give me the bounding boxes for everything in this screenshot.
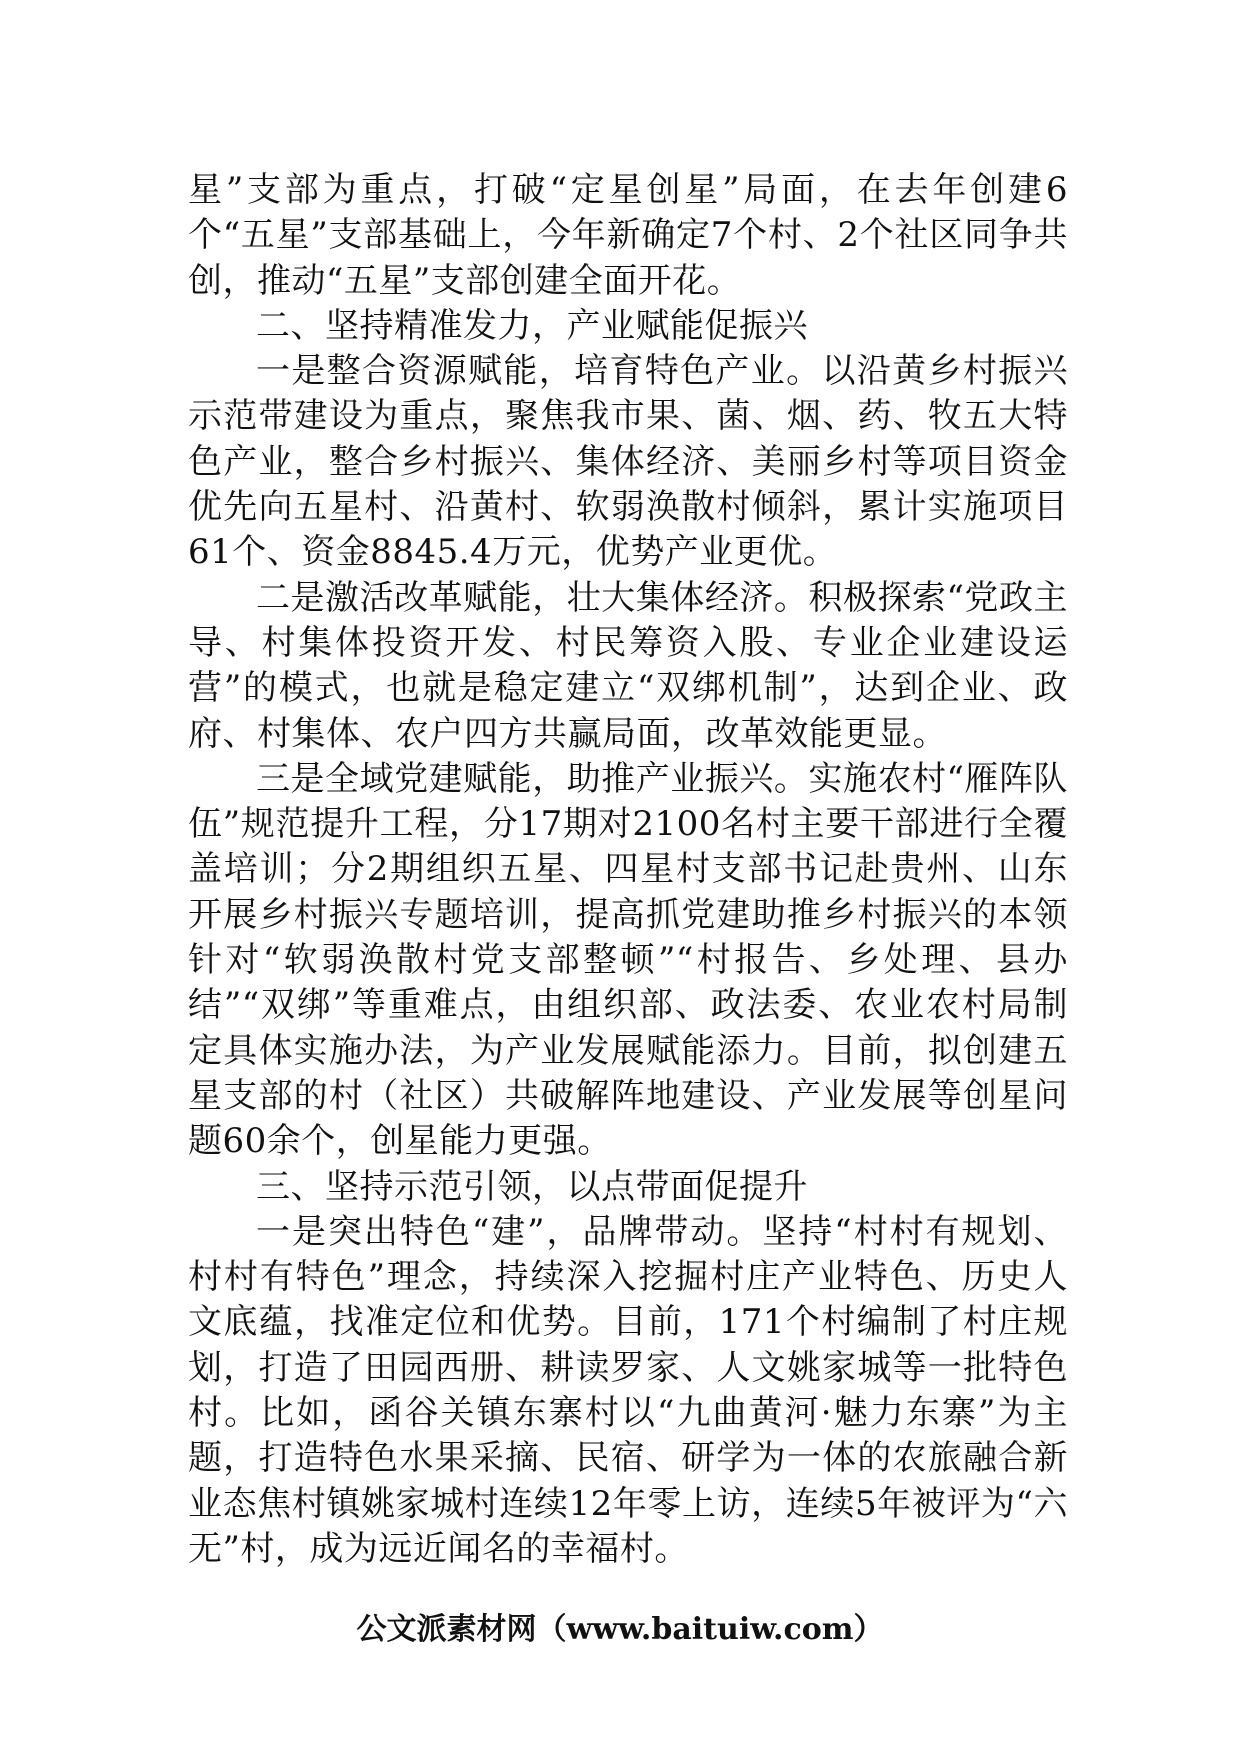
paragraph: 星”支部为重点，打破“定星创星”局面，在去年创建6个“五星”支部基础上，今年新确定7个村、2个社区同争共创，推动“五星”支部创建全面开花。 bbox=[188, 170, 1068, 301]
section-heading: 三、坚持示范引领，以点带面促提升 bbox=[256, 1166, 808, 1207]
document-body bbox=[188, 168, 1068, 1572]
paragraph: 三是全域党建赋能，助推产业振兴。实施农村“雁阵队伍”规范提升工程，分17期对2100名村主要干部进行全覆盖培训；分2期组织五星、四星村支部书记赴贵州、山东开展乡村振兴专题培训，提高抓党建助推乡村振兴的本领针对“软弱涣散村党支部整顿”“村报告、乡处理、县办结”“双绑”等重难点，由组织部、政法委、农业农村局制定具体实施办法，为产业发展赋能添力。目前，拟创建五星支部的村（社区）共破解阵地建设、产业发展等创星问题60余个，创星能力更强。 bbox=[188, 758, 1068, 1162]
page-footer-watermark: 公文派素材网（www.baituiw.com） bbox=[356, 1612, 884, 1647]
paragraph: 一是突出特色“建”，品牌带动。坚持“村村有规划、村村有特色”理念，持续深入挖掘村庄产业特色、历史人文底蕴，找准定位和优势。目前，171个村编制了村庄规划，打造了田园西册、耕读罗家、人文姚家城等一批特色村。比如，函谷关镇东寨村以“九曲黄河·魅力东寨”为主题，打造特色水果采摘、民宿、研学为一体的农旅融合新业态焦村镇姚家城村连续12年零上访，连续5年被评为“六无”村，成为远近闻名的幸福村。 bbox=[188, 1211, 1068, 1569]
section-heading: 二、坚持精准发力，产业赋能促振兴 bbox=[256, 305, 808, 346]
paragraph: 二是激活改革赋能，壮大集体经济。积极探索“党政主导、村集体投资开发、村民筹资入股、专业企业建设运营”的模式，也就是稳定建立“双绑机制”，达到企业、政府、村集体、农户四方共赢局面，改革效能更显。 bbox=[188, 577, 1068, 754]
paragraph: 一是整合资源赋能，培育特色产业。以沿黄乡村振兴示范带建设为重点，聚焦我市果、菌、烟、药、牧五大特色产业，整合乡村振兴、集体经济、美丽乡村等项目资金优先向五星村、沿黄村、软弱涣散村倾斜，累计实施项目61个、资金8845.4万元，优势产业更优。 bbox=[188, 351, 1068, 573]
